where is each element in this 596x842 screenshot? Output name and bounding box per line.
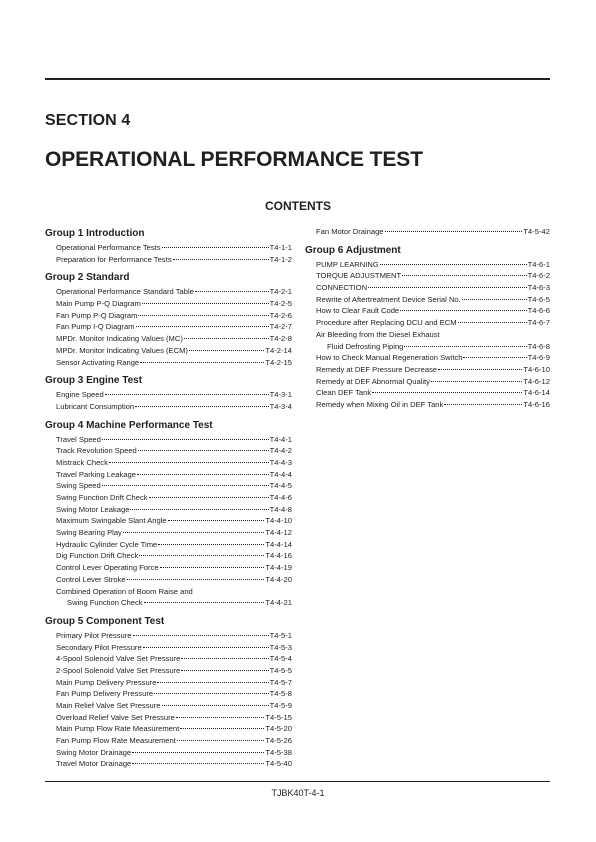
dot-leader	[168, 520, 265, 521]
toc-entry[interactable]	[45, 434, 292, 446]
toc-entry-page: T4-6-1	[527, 259, 550, 269]
toc-entry-label: Secondary Pilot Pressure	[56, 642, 142, 652]
dot-leader	[149, 497, 269, 498]
dot-leader	[123, 532, 265, 533]
toc-entry-label: Engine Speed	[56, 390, 104, 400]
toc-entry-page: T4-4-10	[265, 516, 292, 526]
dot-leader	[109, 462, 269, 463]
dot-leader	[176, 717, 265, 718]
dot-leader	[184, 338, 269, 339]
toc-entry[interactable]	[45, 457, 292, 469]
dot-leader	[195, 291, 269, 292]
toc-entry-label: Control Lever Operating Force	[56, 563, 159, 573]
toc-entry[interactable]	[305, 364, 550, 376]
toc-entry-page: T4-6-6	[527, 306, 550, 316]
toc-entry-page: T4-5-3	[269, 642, 292, 652]
toc-entry-label: Swing Motor Leakage	[56, 504, 130, 514]
toc-entry[interactable]	[305, 294, 550, 306]
dot-leader	[102, 485, 269, 486]
toc-entry-label: Main Pump P-Q Diagram	[56, 299, 141, 309]
toc-entry[interactable]	[305, 270, 550, 282]
toc-entry[interactable]	[45, 242, 292, 254]
toc-entry-label: Combined Operation of Boom Raise and	[56, 586, 193, 596]
toc-entry[interactable]	[45, 492, 292, 504]
toc-entry-label: Travel Speed	[56, 434, 101, 444]
toc-entry[interactable]	[45, 469, 292, 481]
toc-entry-label: Travel Motor Drainage	[56, 759, 132, 769]
toc-group	[45, 226, 292, 265]
toc-entry-page: T4-6-7	[527, 318, 550, 328]
toc-entry[interactable]	[45, 310, 292, 322]
toc-left-column	[45, 226, 292, 775]
toc-entry-page: T4-4-6	[269, 493, 292, 502]
dot-leader	[180, 728, 264, 729]
toc-entry-page: T4-5-8	[269, 689, 292, 699]
group-heading: Group 4 Machine Performance Test	[45, 419, 213, 431]
group-heading: Group 2 Standard	[45, 272, 130, 284]
contents-heading: CONTENTS	[265, 199, 331, 213]
toc-entry-label: Sensor Activating Range	[56, 357, 140, 367]
dot-leader	[144, 602, 265, 603]
toc-entry[interactable]	[45, 357, 292, 369]
toc-entry-page: T4-5-7	[269, 677, 292, 687]
toc-entry[interactable]	[45, 597, 292, 609]
toc-entry-page: T4-5-38	[265, 747, 292, 757]
toc-entry-label: Mistrack Check	[56, 457, 108, 467]
toc-entry-label: Remedy at DEF Pressure Decrease	[316, 364, 438, 374]
toc-entry-label: How to Clear Fault Code	[316, 306, 400, 316]
dot-leader	[127, 579, 265, 580]
toc-entry[interactable]	[305, 387, 550, 399]
toc-entry-label: Fan Pump P-Q Diagram	[56, 310, 138, 320]
toc-entry[interactable]	[45, 758, 292, 770]
toc-entry-page: T4-5-40	[265, 759, 292, 769]
dot-leader	[140, 362, 264, 363]
toc-entry-label: Remedy at DEF Abnormal Quality	[316, 376, 430, 386]
dot-leader	[181, 670, 268, 671]
dot-leader	[132, 752, 264, 753]
dot-leader	[431, 381, 522, 382]
toc-right-column	[305, 226, 550, 416]
dot-leader	[385, 231, 523, 232]
toc-entry[interactable]	[45, 480, 292, 492]
toc-entry-label: Fan Pump Delivery Pressure	[56, 689, 154, 699]
toc-entry[interactable]	[45, 723, 292, 735]
dot-leader	[458, 322, 527, 323]
dot-leader	[372, 392, 522, 393]
toc-entry-label: Fan Pump I-Q Diagram	[56, 322, 135, 332]
toc-group	[45, 270, 292, 368]
toc-entry[interactable]	[45, 401, 292, 413]
toc-entry-label: Preparation for Performance Tests	[56, 254, 172, 264]
toc-entry[interactable]	[45, 574, 292, 586]
dot-leader	[189, 350, 264, 351]
toc-entry-label: Travel Parking Leakage	[56, 469, 136, 479]
toc-entry-page: T4-4-1	[269, 434, 292, 444]
toc-entry-page: T4-2-15	[265, 357, 292, 367]
toc-entry[interactable]	[45, 642, 292, 654]
toc-entry[interactable]	[45, 700, 292, 712]
toc-entry[interactable]	[45, 389, 292, 401]
toc-entry-label: PUMP LEARNING	[316, 259, 379, 269]
toc-entry-page: T4-6-3	[527, 283, 550, 293]
dot-leader	[463, 357, 526, 358]
toc-entry-page: T4-6-12	[523, 376, 550, 386]
toc-entry-page: T4-6-16	[523, 399, 550, 409]
toc-entry-page: T4-5-4	[269, 654, 292, 664]
dot-leader	[154, 693, 269, 694]
dot-leader	[139, 555, 264, 556]
dot-leader	[138, 315, 268, 316]
toc-entry-label: Dig Function Drift Check	[56, 551, 139, 561]
dot-leader	[462, 299, 527, 300]
bottom-rule	[45, 781, 550, 782]
toc-entry-label: Main Pump Delivery Pressure	[56, 677, 157, 687]
toc-entry[interactable]	[45, 688, 292, 700]
toc-entry-label: Control Lever Stroke	[56, 574, 126, 584]
toc-entry[interactable]	[45, 286, 292, 298]
toc-entry-page: T4-6-10	[523, 364, 550, 374]
toc-entry-label: TORQUE ADJUSTMENT	[316, 271, 402, 281]
toc-entry[interactable]	[305, 317, 550, 329]
toc-entry[interactable]	[45, 298, 292, 310]
toc-entry[interactable]	[45, 527, 292, 539]
toc-entry[interactable]	[45, 254, 292, 266]
dot-leader	[404, 346, 526, 347]
toc-entry-page: T4-6-5	[527, 294, 550, 304]
toc-entry-page: T4-5-1	[269, 630, 292, 640]
toc-entry[interactable]	[45, 665, 292, 677]
toc-entry[interactable]	[45, 735, 292, 747]
toc-entry-label: Hydraulic Cylinder Cycle Time	[56, 539, 158, 549]
dot-leader	[177, 740, 265, 741]
dot-leader	[162, 705, 269, 706]
dot-leader	[157, 682, 268, 683]
dot-leader	[160, 567, 265, 568]
toc-entry[interactable]	[45, 345, 292, 357]
dot-leader	[137, 474, 269, 475]
toc-entry-label: MPDr. Monitor Indicating Values (ECM)	[56, 345, 188, 355]
toc-entry[interactable]	[305, 305, 550, 317]
toc-entry[interactable]	[305, 282, 550, 294]
toc-entry-label: Primary Pilot Pressure	[56, 630, 132, 640]
toc-entry-page: T4-2-5	[269, 299, 292, 309]
toc-entry[interactable]	[305, 259, 550, 271]
toc-entry-page: T4-6-8	[527, 341, 550, 351]
toc-entry-page: T4-4-4	[269, 469, 292, 479]
toc-group	[305, 243, 550, 411]
toc-entry-label: Overload Relief Valve Set Pressure	[56, 712, 175, 722]
toc-group	[45, 614, 292, 770]
dot-leader	[173, 259, 269, 260]
toc-entry-page: T4-2-14	[265, 345, 292, 355]
toc-group	[45, 373, 292, 412]
toc-entry-page: T4-4-14	[265, 539, 292, 549]
dot-leader	[136, 326, 269, 327]
dot-leader	[133, 635, 269, 636]
toc-entry[interactable]	[45, 630, 292, 642]
toc-entry-label: Operational Performance Tests	[56, 243, 161, 252]
section-title: OPERATIONAL PERFORMANCE TEST	[45, 148, 423, 171]
toc-entry-label: Procedure after Replacing DCU and ECM	[316, 318, 457, 328]
toc-entry-label: Operational Performance Standard Table	[56, 287, 194, 297]
toc-entry[interactable]	[45, 445, 292, 457]
toc-entry-label: Rewrite of Aftertreatment Device Serial No.	[316, 294, 461, 304]
toc-entry[interactable]	[45, 712, 292, 724]
toc-entry-page: T4-4-3	[269, 457, 292, 467]
dot-leader	[105, 394, 269, 395]
toc-entry-page: T4-1-2	[269, 254, 292, 264]
group-heading: Group 5 Component Test	[45, 615, 165, 627]
toc-entry-page: T4-5-9	[269, 701, 292, 710]
toc-entry[interactable]	[45, 550, 292, 562]
toc-entry-label: Remedy when Mixing Oil in DEF Tank	[316, 399, 444, 409]
toc-entry-page: T4-6-14	[523, 388, 550, 398]
toc-entry-label: CONNECTION	[316, 283, 368, 293]
toc-entry[interactable]	[45, 515, 292, 527]
toc-entry-label: 2-Spool Solenoid Valve Set Pressure	[56, 665, 181, 675]
dot-leader	[132, 763, 264, 764]
toc-entry[interactable]	[305, 399, 550, 411]
toc-entry-label: MPDr. Monitor Indicating Values (MC)	[56, 334, 183, 344]
dot-leader	[130, 509, 268, 510]
dot-leader	[102, 439, 269, 440]
dot-leader	[400, 310, 526, 311]
toc-entry-page: T4-2-8	[269, 334, 292, 344]
toc-entry-page: T4-4-2	[269, 446, 292, 456]
toc-entry[interactable]	[45, 747, 292, 759]
toc-entry-page: T4-3-4	[269, 401, 292, 411]
dot-leader	[444, 404, 522, 405]
toc-entry-page: T4-4-8	[269, 504, 292, 514]
dot-leader	[438, 369, 522, 370]
toc-entry[interactable]	[305, 226, 550, 238]
toc-entry[interactable]	[305, 352, 550, 364]
toc-entry-label: Fan Motor Drainage	[316, 227, 384, 236]
toc-entry-label: Maximum Swingable Slant Angle	[56, 516, 167, 526]
toc-entry-page: T4-2-7	[269, 322, 292, 332]
toc-entry-page: T4-5-15	[265, 712, 292, 722]
toc-entry-page: T4-4-19	[265, 563, 292, 573]
dot-leader	[158, 544, 264, 545]
toc-entry-page: T4-1-1	[269, 243, 292, 252]
group-heading: Group 1 Introduction	[45, 228, 145, 239]
toc-entry-page: T4-5-5	[269, 665, 292, 675]
toc-entry-page: T4-6-9	[527, 353, 550, 363]
dot-leader	[138, 450, 269, 451]
toc-entry-label: Swing Bearing Play	[56, 528, 122, 538]
toc-entry-label: Fluid Defrosting Piping	[327, 341, 404, 351]
dot-leader	[380, 264, 527, 265]
toc-entry[interactable]	[45, 539, 292, 551]
toc-entry-label: Clean DEF Tank	[316, 388, 372, 398]
toc-entry[interactable]	[305, 341, 550, 353]
toc-entry-label: Fan Pump Flow Rate Measurement	[56, 736, 176, 746]
toc-entry-page: T4-4-5	[269, 481, 292, 491]
toc-entry[interactable]	[45, 333, 292, 345]
dot-leader	[162, 247, 269, 248]
dot-leader	[402, 275, 527, 276]
toc-entry-page: T4-4-21	[265, 598, 292, 608]
toc-entry[interactable]	[45, 562, 292, 574]
toc-entry-page: T4-2-6	[269, 310, 292, 320]
toc-entry-page: T4-4-20	[265, 574, 292, 584]
group-heading: Group 6 Adjustment	[305, 244, 401, 256]
toc-entry-label: Main Pump Flow Rate Measurement	[56, 724, 180, 734]
toc-entry-page: T4-4-12	[265, 528, 292, 538]
toc-entry-label: Air Bleeding from the Diesel Exhaust	[316, 329, 440, 339]
toc-entry[interactable]	[45, 504, 292, 516]
toc-entry-label: Lubricant Consumption	[56, 401, 135, 411]
toc-entry-label: Swing Speed	[56, 481, 101, 491]
dot-leader	[181, 658, 268, 659]
group-heading: Group 3 Engine Test	[45, 375, 143, 387]
dot-leader	[142, 303, 269, 304]
toc-entry-label: Main Relief Valve Set Pressure	[56, 701, 161, 710]
toc-entry-page: T4-5-26	[265, 736, 292, 746]
toc-entry[interactable]	[45, 321, 292, 333]
toc-entry-page: T4-3-1	[269, 390, 292, 400]
page-id: TJBK40T-4-1	[271, 788, 325, 798]
toc-entry-page: T4-5-42	[523, 227, 550, 236]
toc-entry-label: 4-Spool Solenoid Valve Set Pressure	[56, 654, 181, 664]
toc-group	[305, 226, 550, 238]
toc-entry-page: T4-5-20	[265, 724, 292, 734]
dot-leader	[135, 406, 269, 407]
toc-entry-page: T4-2-1	[269, 287, 292, 297]
toc-group	[45, 418, 292, 609]
toc-entry[interactable]	[45, 677, 292, 689]
toc-entry-label: How to Check Manual Regeneration Switch	[316, 353, 463, 363]
toc-entry-page: T4-4-16	[265, 551, 292, 561]
toc-entry[interactable]	[305, 376, 550, 388]
toc-entry-label: Swing Motor Drainage	[56, 747, 132, 757]
section-label: SECTION 4	[45, 112, 131, 129]
dot-leader	[368, 287, 527, 288]
top-rule	[45, 78, 550, 80]
toc-entry-label: Swing Function Check	[67, 598, 143, 608]
toc-entry-label: Swing Function Drift Check	[56, 493, 148, 502]
toc-entry[interactable]	[45, 653, 292, 665]
dot-leader	[143, 647, 269, 648]
toc-entry-label: Track Revolution Speed	[56, 446, 137, 456]
toc-entry-page: T4-6-2	[527, 271, 550, 281]
